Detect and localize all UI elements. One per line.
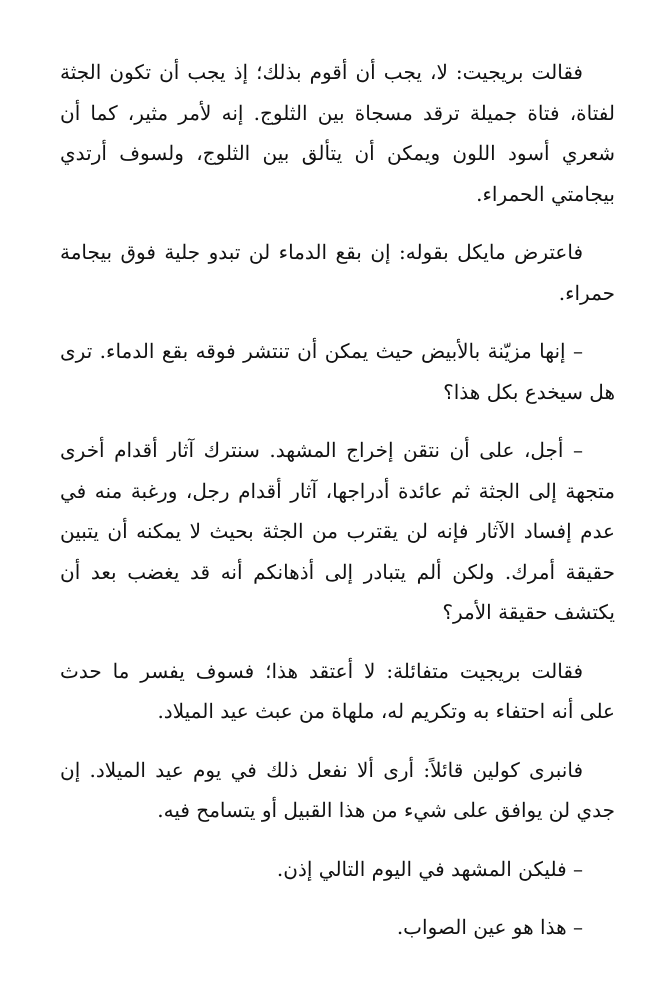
paragraph-2: فاعترض مايكل بقوله: إن بقع الدماء لن تبدو جلية فوق بيجامة حمراء.	[60, 240, 615, 305]
paragraph-8: – هذا هو عين الصواب.	[396, 915, 583, 939]
paragraph-7: – فليكن المشهد في اليوم التالي إذن.	[276, 856, 583, 881]
paragraph-6: فانبرى كولين قائلاً: أرى ألا نفعل ذلك في يوم عيد الميلاد. إن جدي لن يوافق على شيء من هذا القبيل أو يتسامح فيه.	[60, 757, 615, 822]
paragraph-3: – إنها مزيّنة بالأبيض حيث يمكن أن تنتشر فوقه بقع الدماء. ترى هل سيخدع بكل هذا؟	[60, 339, 615, 404]
paragraph-1: فقالت بريجيت: لا، يجب أن أقوم بذلك؛ إذ يجب أن تكون الجثة لفتاة، فتاة جميلة ترقد مسجاة بين الثلوج. إنه لأمر مثير، كما أن شعري أسود اللون ويمكن أن يتألق بين الثلوج، ولسوف أرتدي بيجامتي الحمراء.	[60, 60, 615, 206]
paragraph-5: فقالت بريجيت متفائلة: لا أعتقد هذا؛ فسوف يفسر ما حدث على أنه احتفاء به وتكريم له، ملهاة من عبث عيد الميلاد.	[60, 658, 615, 723]
paragraph-4: – أجل، على أن نتقن إخراج المشهد. سنترك آثار أقدام أخرى متجهة إلى الجثة ثم عائدة أدراجها، آثار أقدام رجل، ورغبة منه في عدم إفساد الآثار فإنه لن يقترب من الجثة بحيث لا يمكنه أن يتبين حقيقة أمرك. ولكن ألم يتبادر إلى أذهانكم أنه قد يغضب بعد أن يكتشف حقيقة الأمر؟	[60, 438, 615, 624]
